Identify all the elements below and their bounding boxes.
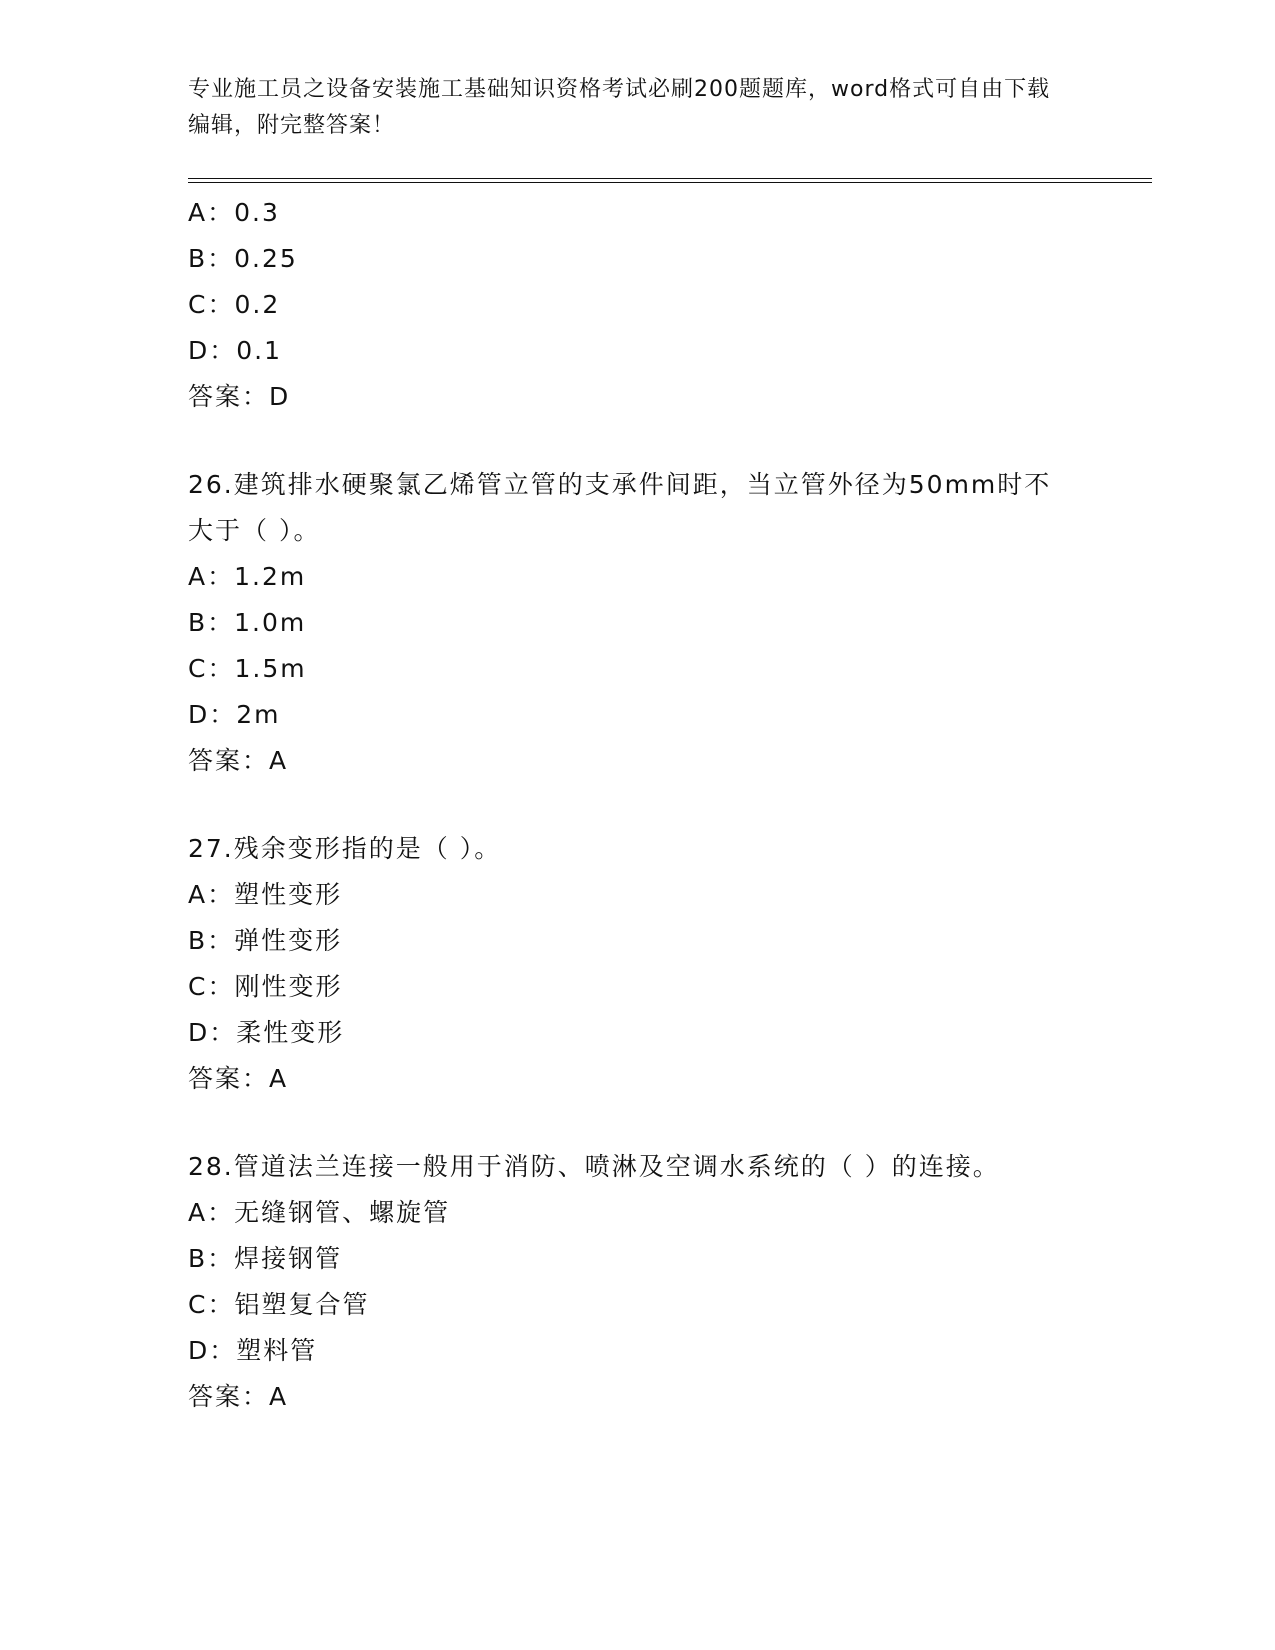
option-a: A：1.2m bbox=[188, 562, 307, 591]
option-a: A：无缝钢管、螺旋管 bbox=[188, 1198, 451, 1227]
option-b: B：焊接钢管 bbox=[188, 1244, 343, 1273]
question-28 bbox=[188, 1144, 1088, 1420]
answer: 答案：D bbox=[188, 382, 291, 411]
option-a: A：塑性变形 bbox=[188, 880, 343, 909]
question-stem: 26.建筑排水硬聚氯乙烯管立管的支承件间距，当立管外径为50mm时不大于（ ）。 bbox=[188, 470, 1052, 545]
option-b: B：1.0m bbox=[188, 608, 307, 637]
option-a: A：0.3 bbox=[188, 198, 280, 227]
option-d: D：0.1 bbox=[188, 336, 283, 365]
question-list bbox=[188, 190, 1088, 1420]
answer: 答案：A bbox=[188, 1064, 289, 1093]
option-d: D：塑料管 bbox=[188, 1336, 318, 1365]
option-d: D：2m bbox=[188, 700, 281, 729]
question-26 bbox=[188, 462, 1088, 784]
header-rule bbox=[188, 178, 1152, 183]
option-c: C：1.5m bbox=[188, 654, 307, 683]
option-b: B：0.25 bbox=[188, 244, 298, 273]
option-d: D：柔性变形 bbox=[188, 1018, 345, 1047]
option-c: C：0.2 bbox=[188, 290, 281, 319]
question-stem: 28.管道法兰连接一般用于消防、喷淋及空调水系统的（ ）的连接。 bbox=[188, 1152, 1000, 1181]
previous-question-tail bbox=[188, 190, 1088, 420]
document-header: 专业施工员之设备安装施工基础知识资格考试必刷200题题库，word格式可自由下载编辑，附完整答案！ bbox=[188, 77, 1051, 138]
question-stem: 27.残余变形指的是（ ）。 bbox=[188, 834, 502, 863]
option-c: C：铝塑复合管 bbox=[188, 1290, 370, 1319]
option-b: B：弹性变形 bbox=[188, 926, 343, 955]
option-c: C：刚性变形 bbox=[188, 972, 343, 1001]
question-27 bbox=[188, 826, 1088, 1102]
answer: 答案：A bbox=[188, 1382, 289, 1411]
answer: 答案：A bbox=[188, 746, 289, 775]
